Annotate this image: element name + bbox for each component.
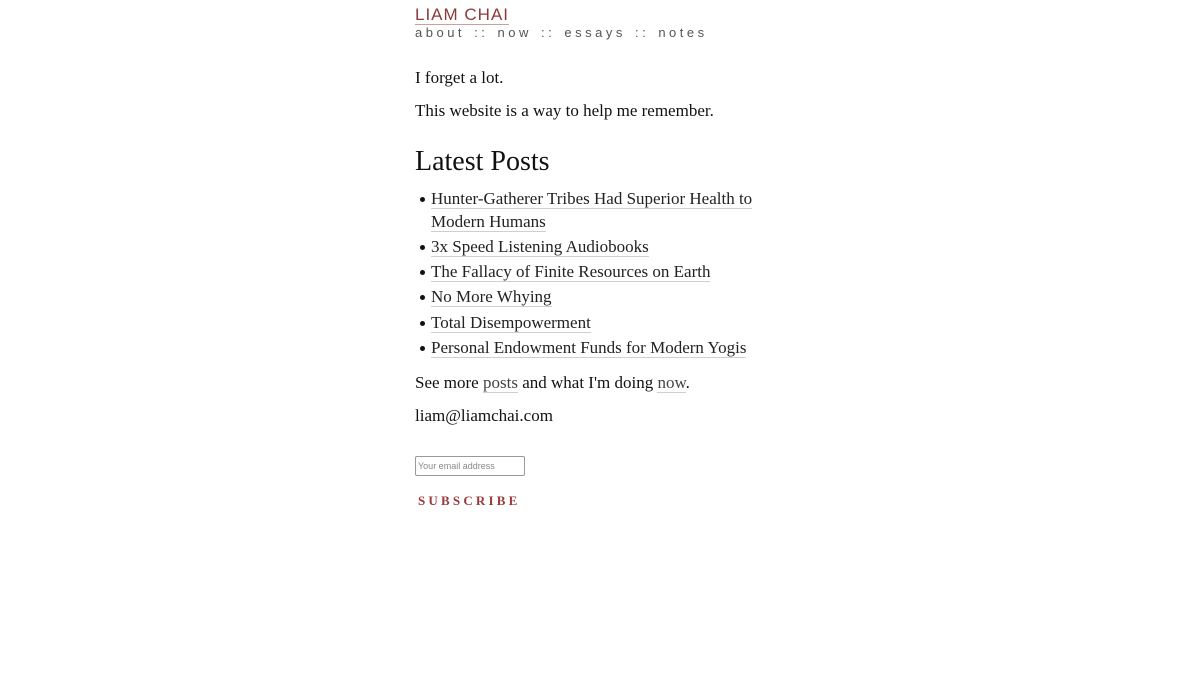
- see-more-middle: and what I'm doing: [517, 373, 658, 392]
- post-list-item: [431, 286, 801, 309]
- post-link[interactable]: Personal Endowment Funds for Modern Yogis: [431, 337, 747, 357]
- intro-line-1: I forget a lot.: [415, 68, 504, 87]
- posts-link[interactable]: posts: [482, 373, 518, 392]
- subscribe-button[interactable]: SUBSCRIBE: [418, 493, 521, 508]
- latest-posts-heading: Latest Posts: [415, 146, 550, 177]
- nav-separator: ::: [634, 25, 650, 40]
- nav-item-essays[interactable]: essays: [564, 25, 626, 40]
- post-link[interactable]: The Fallacy of Finite Resources on Earth: [431, 262, 711, 282]
- latest-posts-list: [415, 188, 801, 362]
- post-list-item: [431, 312, 801, 335]
- post-list-item: [431, 188, 801, 233]
- post-link[interactable]: 3x Speed Listening Audiobooks: [431, 236, 649, 256]
- nav-separator: ::: [474, 25, 489, 40]
- intro-line-2: This website is a way to help me remember.: [415, 101, 714, 120]
- see-more-suffix: .: [685, 373, 690, 392]
- post-list-item: [431, 261, 801, 284]
- post-list-item: [431, 337, 801, 360]
- nav-item-about[interactable]: about: [415, 25, 466, 40]
- post-link[interactable]: Total Disempowerment: [431, 312, 591, 332]
- post-list-item: [431, 236, 801, 259]
- contact-email: liam@liamchai.com: [415, 406, 553, 425]
- post-link[interactable]: No More Whying: [431, 287, 552, 307]
- see-more-prefix: See more: [415, 373, 483, 392]
- nav-item-notes[interactable]: notes: [658, 25, 708, 40]
- now-link[interactable]: now: [657, 373, 686, 392]
- subscribe-email-input[interactable]: [415, 456, 525, 476]
- nav-separator: ::: [541, 25, 556, 40]
- top-nav: [415, 25, 708, 40]
- nav-item-now[interactable]: now: [497, 25, 532, 40]
- site-title-link[interactable]: LIAM CHAI: [415, 5, 510, 24]
- see-more-text: [415, 373, 690, 393]
- post-link[interactable]: Hunter-Gatherer Tribes Had Superior Health to Modern Humans: [431, 189, 753, 231]
